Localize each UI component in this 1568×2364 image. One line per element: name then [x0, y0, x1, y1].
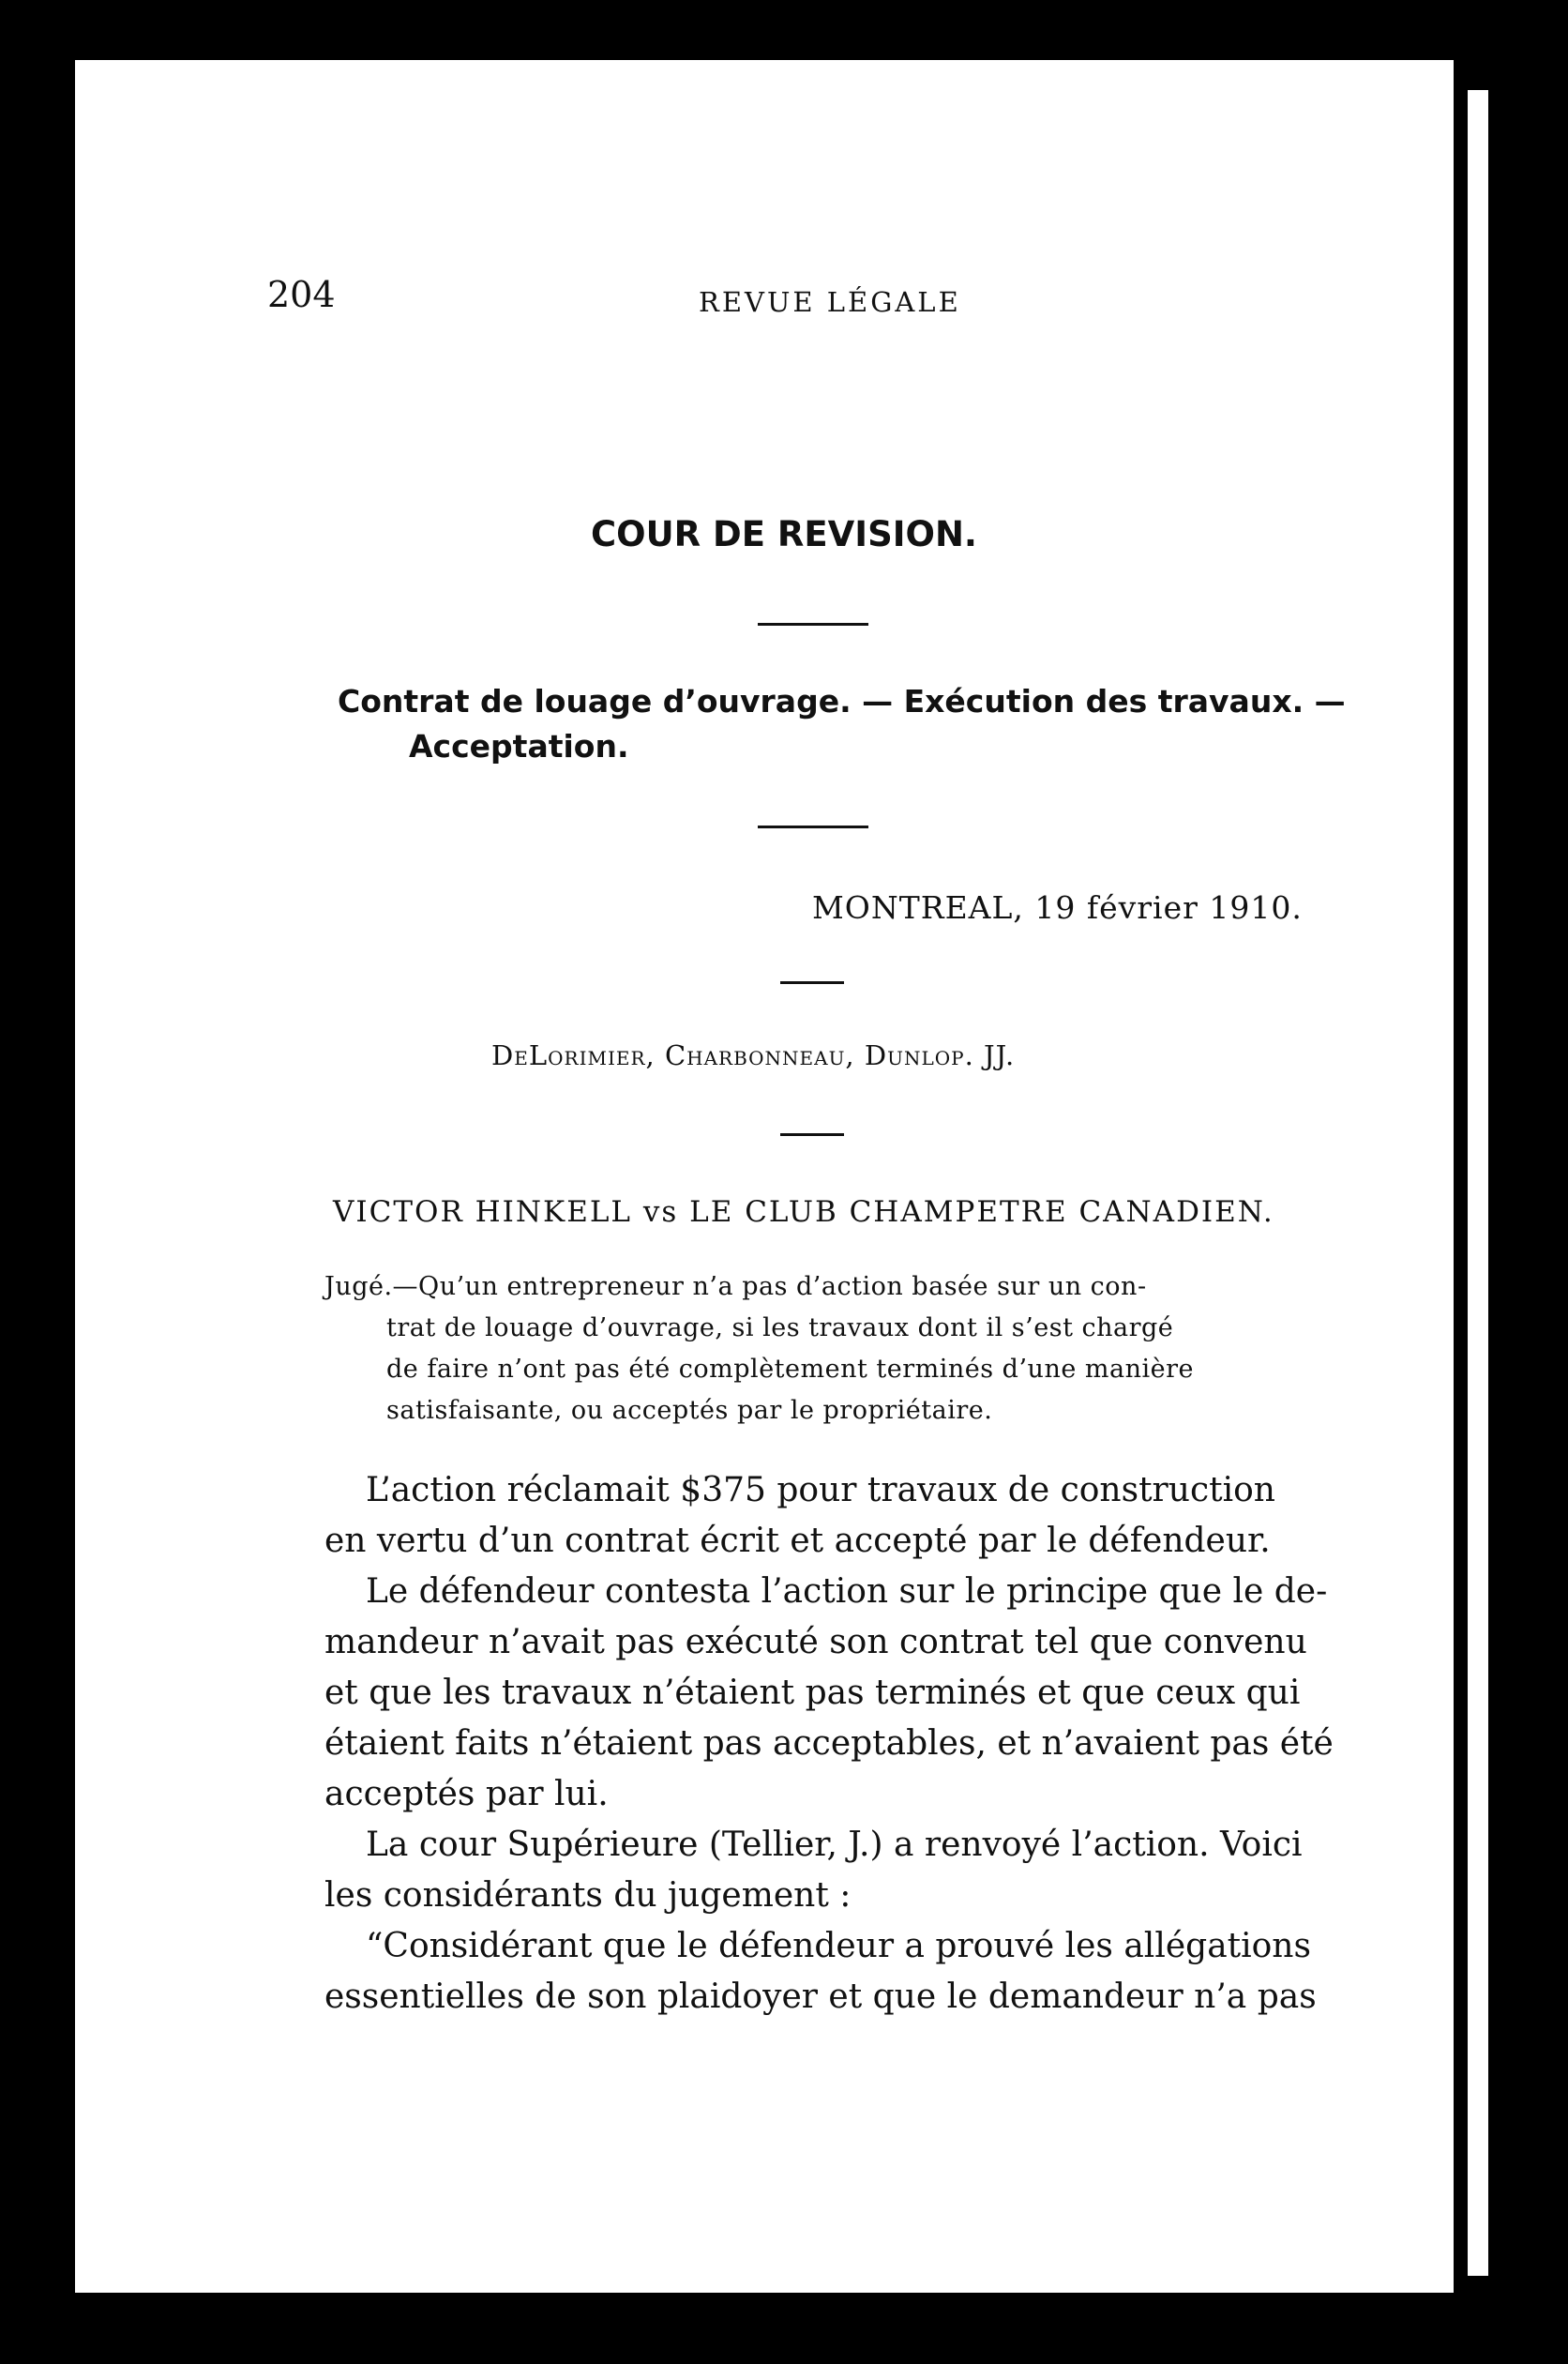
divider-rule	[780, 981, 844, 984]
headnote-line: Contrat de louage d’ouvrage. — Exécution des travaux. —	[338, 683, 1346, 720]
juge-summary-line: de faire n’ont pas été complètement terminés d’une manière	[386, 1355, 1194, 1384]
body-line: mandeur n’avait pas exécuté son contrat tel que convenu	[324, 1623, 1307, 1661]
body-line: L’action réclamait $375 pour travaux de construction	[366, 1471, 1275, 1509]
body-line: acceptés par lui.	[324, 1775, 609, 1813]
body-line: La cour Supérieure (Tellier, J.) a renvoyé l’action. Voici	[366, 1826, 1303, 1864]
divider-rule	[758, 623, 868, 626]
body-line: en vertu d’un contrat écrit et accepté par le défendeur.	[324, 1522, 1271, 1560]
juge-summary-line: Jugé.—Qu’un entrepreneur n’a pas d’action basée sur un con-	[324, 1272, 1147, 1301]
page-number: 204	[267, 274, 336, 315]
juge-summary-line: satisfaisante, ou acceptés par le propriétaire.	[386, 1396, 993, 1425]
divider-rule	[758, 826, 868, 828]
body-line: essentielles de son plaidoyer et que le demandeur n’a pas	[324, 1978, 1317, 2016]
court-heading: COUR DE REVISION.	[591, 514, 977, 554]
body-line: les considérants du jugement :	[324, 1876, 852, 1915]
body-line: et que les travaux n’étaient pas terminés et que ceux qui	[324, 1674, 1301, 1712]
divider-rule	[780, 1133, 844, 1136]
juge-summary-line: trat de louage d’ouvrage, si les travaux dont il s’est chargé	[386, 1313, 1174, 1342]
body-line: “Considérant que le défendeur a prouvé les allégations	[366, 1927, 1311, 1965]
headnote-line: Acceptation.	[409, 728, 629, 765]
judges-line: DeLorimier, Charbonneau, Dunlop. JJ.	[491, 1039, 1016, 1071]
body-line: étaient faits n’étaient pas acceptables, et n’avaient pas été	[324, 1724, 1334, 1763]
case-parties: VICTOR HINKELL vs LE CLUB CHAMPETRE CANADIEN.	[333, 1195, 1274, 1229]
body-line: Le défendeur contesta l’action sur le principe que le de-	[366, 1572, 1328, 1611]
dateline: MONTREAL, 19 février 1910.	[812, 889, 1303, 926]
page-edge	[1468, 90, 1488, 2276]
running-title: REVUE LÉGALE	[699, 286, 961, 318]
